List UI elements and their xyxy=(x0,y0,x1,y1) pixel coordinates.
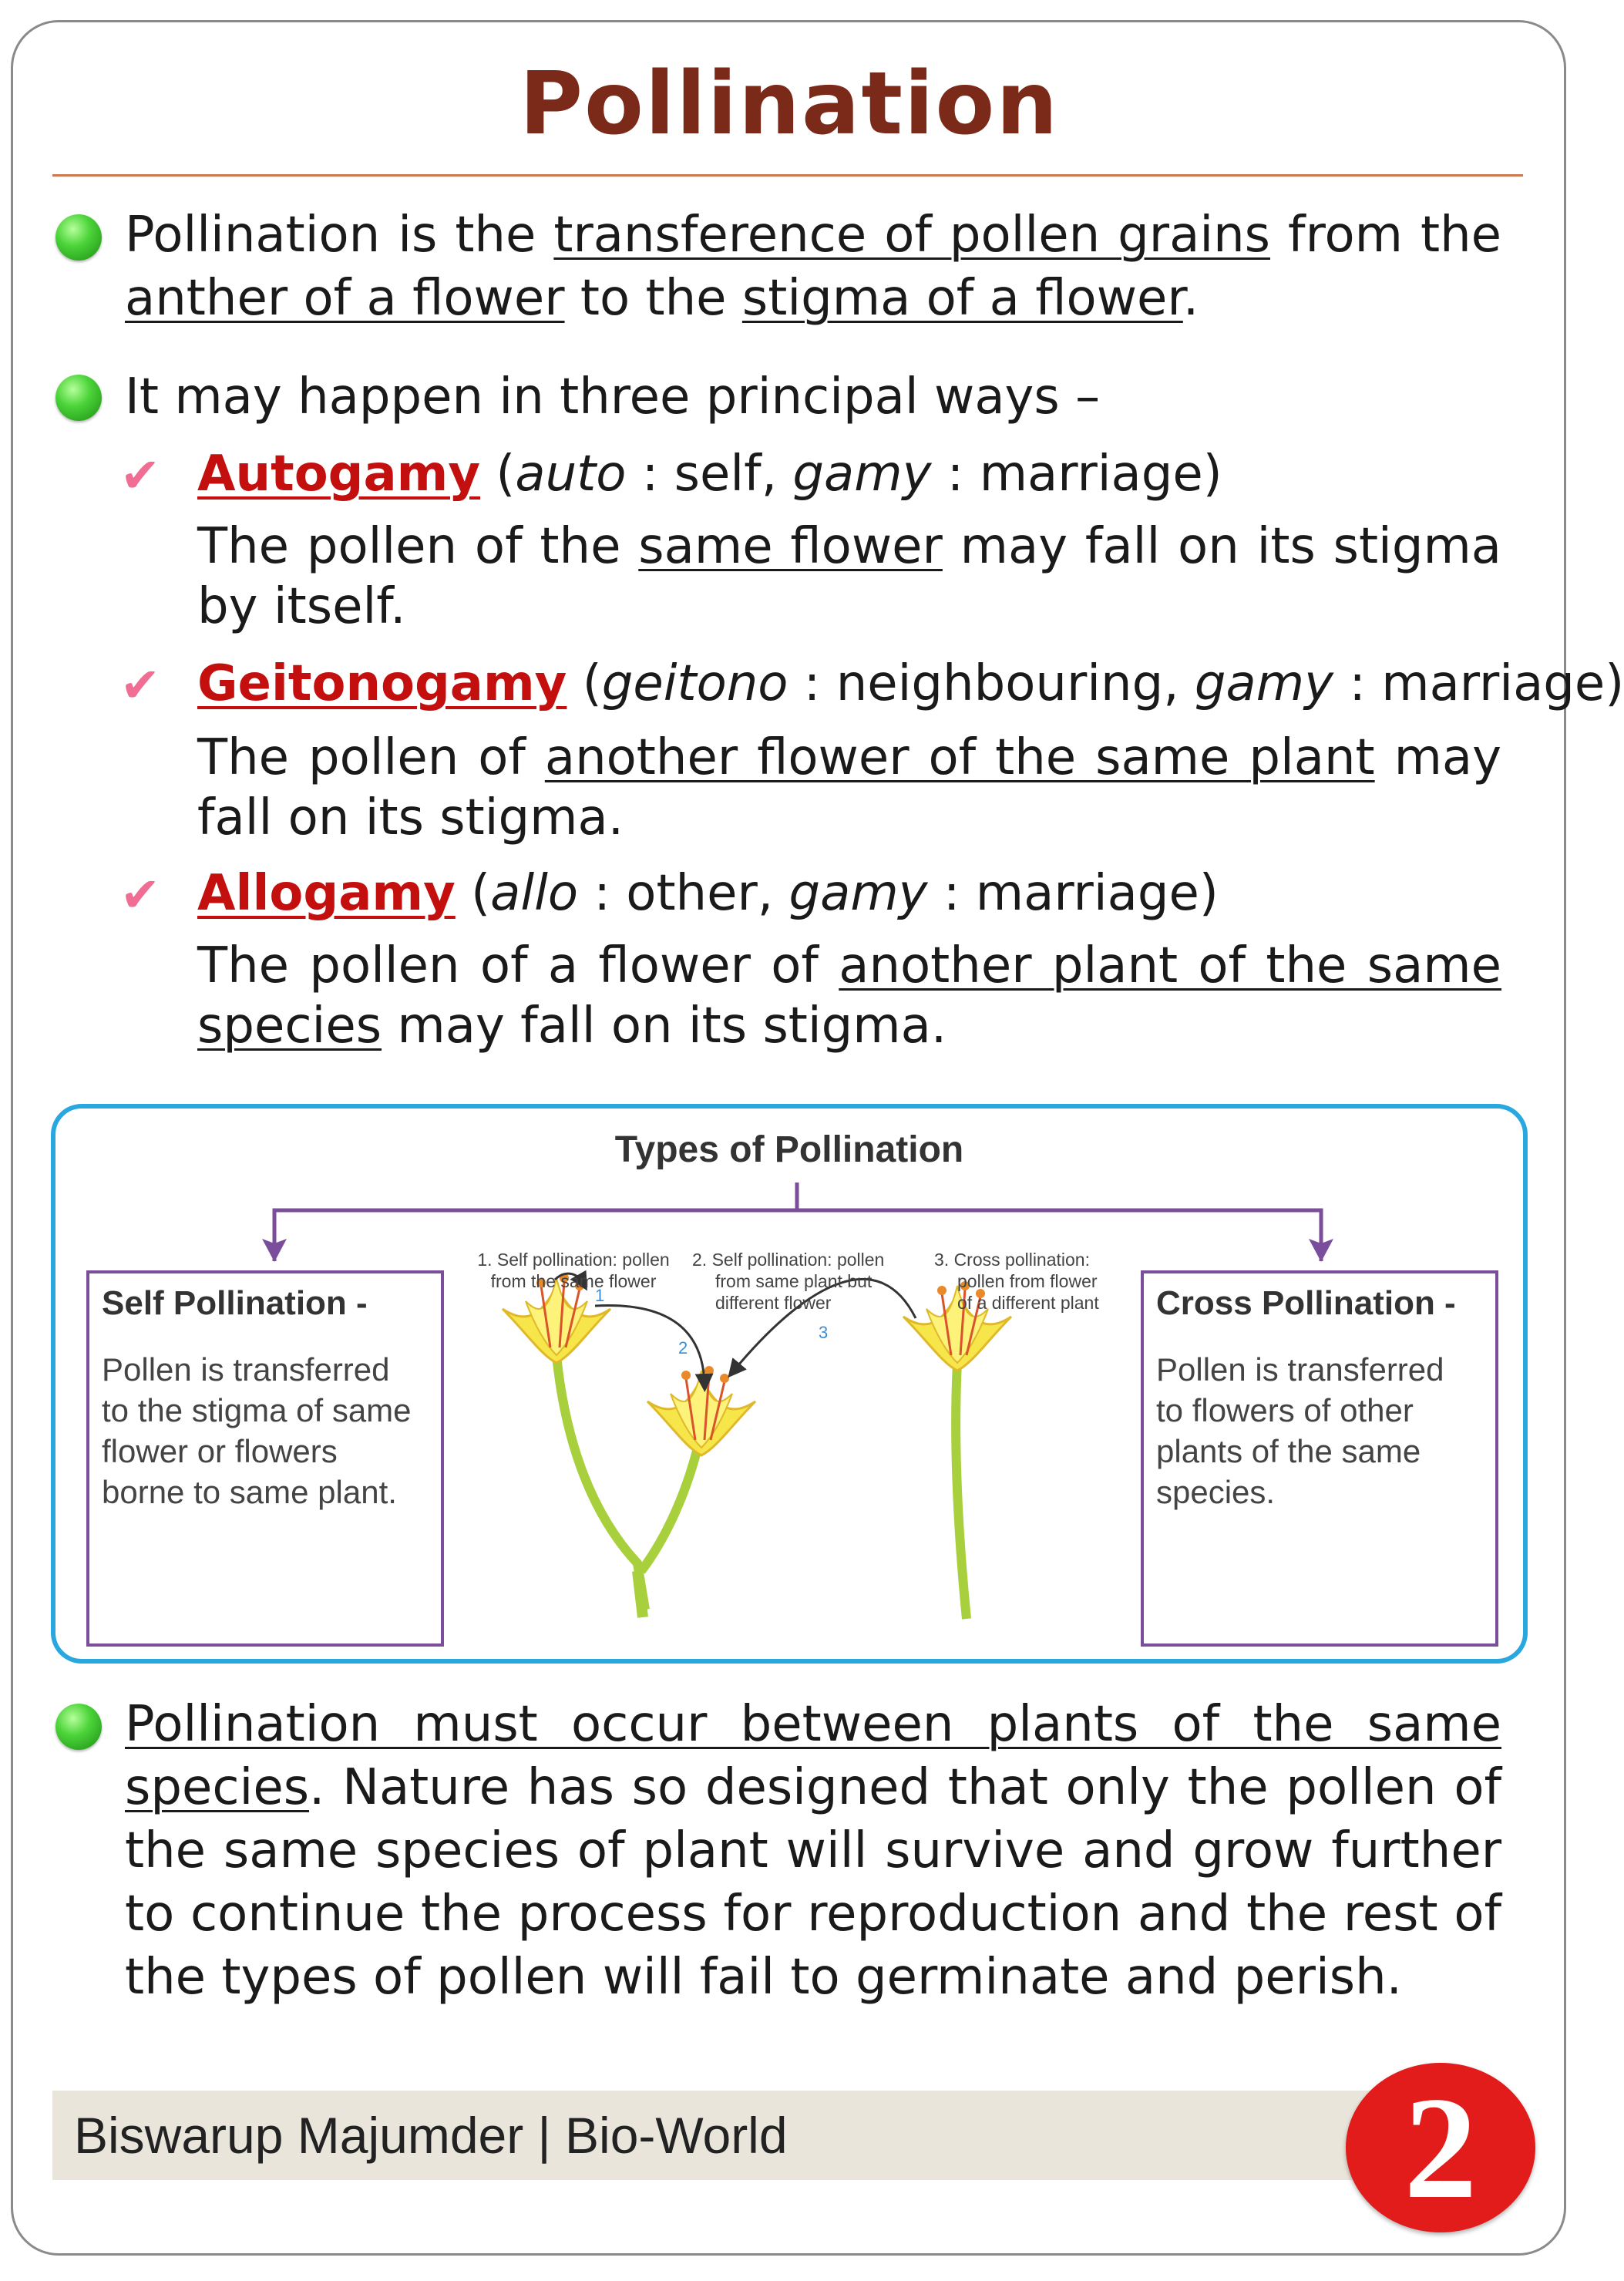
etymology-text: : marriage) xyxy=(927,865,1219,922)
check-mark-icon: ✔ xyxy=(120,447,160,503)
allogamy-term: Allogamy xyxy=(197,865,456,922)
geitonogamy-description xyxy=(197,728,1501,848)
page-title: Pollination xyxy=(519,54,1060,154)
description-text: may fall on its stigma. xyxy=(382,998,947,1055)
footer-author: Biswarup Majumder | Bio-World xyxy=(74,2107,788,2164)
definition-text: Pollination is the xyxy=(125,207,554,264)
etymology-text: : marriage) xyxy=(931,446,1222,503)
arrow-number-1: 1 xyxy=(595,1286,605,1305)
description-text: may fall on its stigma by itself. xyxy=(197,518,1502,635)
caption-line: different flower xyxy=(715,1293,832,1313)
etymology-root: allo xyxy=(490,865,579,922)
etymology-text: ( xyxy=(455,865,491,922)
description-underline: another plant of the same species xyxy=(197,937,1502,1055)
check-mark-icon: ✔ xyxy=(120,866,160,923)
green-bullet-icon xyxy=(55,375,102,421)
description-text: The pollen of a flower of xyxy=(197,937,839,994)
caption-line: 3. Cross pollination: xyxy=(934,1250,1090,1270)
etymology-root: gamy xyxy=(792,446,932,503)
flower-plant-left xyxy=(503,1273,755,1617)
definition-underline: anther of a flower xyxy=(125,270,565,327)
caption-line: 1. Self pollination: pollen xyxy=(477,1250,670,1270)
geitonogamy-term: Geitonogamy xyxy=(197,655,567,712)
cross-pollination-heading: Cross Pollination - xyxy=(1156,1284,1456,1322)
page-number: 2 xyxy=(1404,2067,1478,2229)
etymology-root: auto xyxy=(515,446,627,503)
geitonogamy-heading xyxy=(197,654,1624,714)
species-text: . Nature has so designed that only the pollen of the same species of plant will survive and grow further to continue the process for reproduction and the rest of the types of pollen will fail to germinate and perish. xyxy=(125,1759,1501,2006)
definition-text: from the xyxy=(1270,207,1502,264)
etymology-text: ( xyxy=(567,655,602,712)
species-underline: Pollination must occur between plants of the same species xyxy=(125,1696,1501,1816)
green-bullet-icon xyxy=(55,1704,102,1750)
diagram-title: Types of Pollination xyxy=(614,1129,964,1170)
arrow-number-3: 3 xyxy=(819,1323,829,1342)
definition-text: to the xyxy=(564,270,742,327)
autogamy-description xyxy=(197,516,1501,637)
pollination-diagram xyxy=(51,1104,1528,1664)
description-underline: another flower of the same plant xyxy=(544,729,1375,786)
page-number-badge xyxy=(1346,2063,1535,2232)
self-pollination-body: Pollen is transferred to the stigma of same flower or flowers borne to same plant. xyxy=(102,1351,412,1510)
ways-intro: It may happen in three principal ways – xyxy=(125,368,1101,426)
check-mark-icon: ✔ xyxy=(120,657,160,713)
title-divider xyxy=(52,174,1523,177)
definition-underline: transference of pollen grains xyxy=(553,207,1271,264)
autogamy-term: Autogamy xyxy=(197,446,481,503)
etymology-text: : neighbouring, xyxy=(788,655,1195,712)
allogamy-description xyxy=(197,936,1501,1056)
self-pollination-box xyxy=(86,1270,444,1647)
flower-plant-right xyxy=(903,1281,1011,1619)
cross-pollination-box xyxy=(1141,1270,1498,1647)
footer-bar xyxy=(52,2091,1440,2180)
etymology-text: : marriage) xyxy=(1333,655,1624,712)
caption-line: from the same flower xyxy=(490,1271,657,1291)
arrow-number-2: 2 xyxy=(678,1338,688,1357)
etymology-root: geitono xyxy=(601,655,788,712)
caption-line: 2. Self pollination: pollen xyxy=(692,1250,885,1270)
allogamy-heading xyxy=(197,863,1219,924)
cross-pollination-body: Pollen is transferred to flowers of other plants of the same species. xyxy=(1156,1351,1444,1510)
description-underline: same flower xyxy=(638,518,943,575)
etymology-text: : other, xyxy=(578,865,789,922)
caption-cross xyxy=(934,1249,1150,1314)
etymology-root: gamy xyxy=(788,865,928,922)
caption-line: of a different plant xyxy=(957,1293,1099,1313)
etymology-root: gamy xyxy=(1194,655,1333,712)
caption-self-same-flower xyxy=(450,1249,697,1292)
definition-text: . xyxy=(1182,270,1199,327)
etymology-text: ( xyxy=(480,446,516,503)
green-bullet-icon xyxy=(55,214,102,261)
caption-line: pollen from flower xyxy=(957,1271,1098,1291)
autogamy-heading xyxy=(197,444,1222,504)
description-text: may fall on its stigma. xyxy=(197,729,1502,846)
species-paragraph xyxy=(125,1693,1501,2009)
caption-self-same-plant xyxy=(692,1249,923,1314)
definition-underline: stigma of a flower xyxy=(741,270,1183,327)
etymology-text: : self, xyxy=(626,446,793,503)
self-pollination-heading: Self Pollination - xyxy=(102,1284,368,1322)
description-text: The pollen of xyxy=(197,729,545,786)
description-text: The pollen of the xyxy=(197,518,639,575)
definition-paragraph xyxy=(125,204,1501,330)
caption-line: from same plant but xyxy=(715,1271,873,1291)
